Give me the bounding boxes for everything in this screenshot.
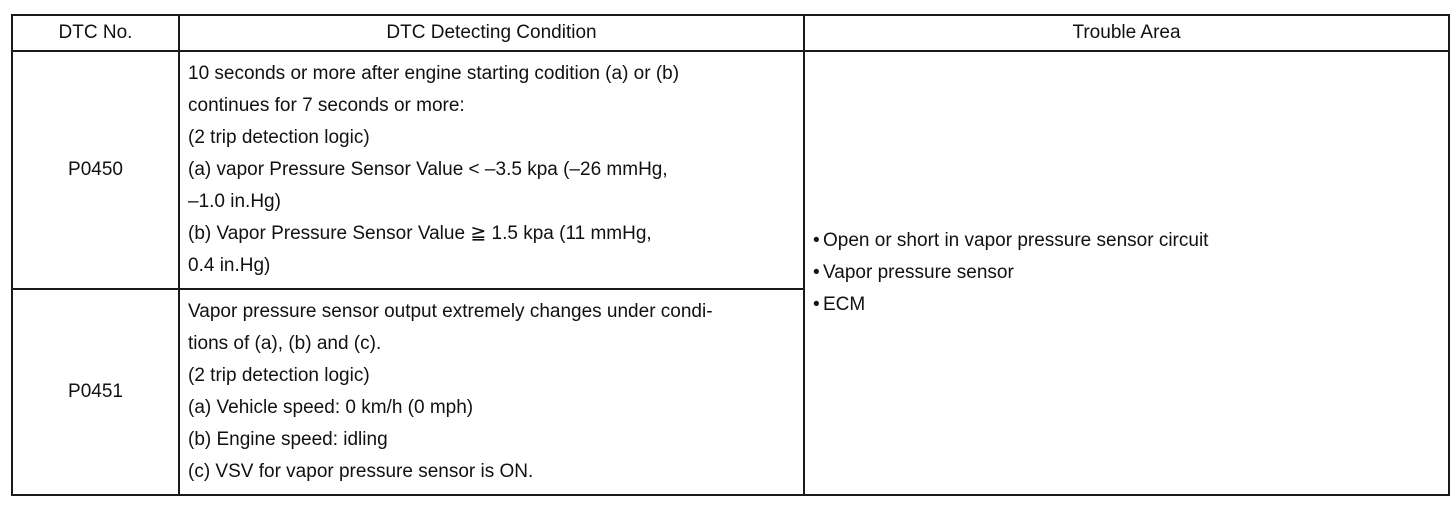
condition-cell	[179, 289, 804, 495]
dtc-code-cell: P0451	[12, 289, 179, 495]
condition-line: Vapor pressure sensor output extremely changes under condi-	[188, 301, 713, 322]
header-dtc-no: DTC No.	[12, 15, 179, 51]
condition-line: (2 trip detection logic)	[188, 127, 370, 148]
header-trouble-area: Trouble Area	[804, 15, 1449, 51]
bullet-icon: •	[813, 262, 820, 283]
condition-line: 10 seconds or more after engine starting codition (a) or (b)	[188, 63, 680, 84]
trouble-area-item-label: Open or short in vapor pressure sensor circuit	[823, 230, 1209, 251]
condition-line: tions of (a), (b) and (c).	[188, 333, 382, 354]
condition-line: (b) Engine speed: idling	[188, 429, 388, 450]
trouble-area-item	[813, 257, 1448, 289]
bullet-icon: •	[813, 294, 820, 315]
condition-line: (b) Vapor Pressure Sensor Value ≧ 1.5 kpa (11 mmHg,	[188, 223, 652, 244]
trouble-area-item-label: Vapor pressure sensor	[823, 262, 1014, 283]
table-row	[12, 51, 1449, 289]
condition-line: (a) vapor Pressure Sensor Value < –3.5 kpa (–26 mmHg,	[188, 159, 668, 180]
condition-cell	[179, 51, 804, 289]
condition-line: (c) VSV for vapor pressure sensor is ON.	[188, 461, 534, 482]
dtc-code-cell: P0450	[12, 51, 179, 289]
bullet-icon: •	[813, 230, 820, 251]
trouble-area-item-label: ECM	[823, 294, 866, 315]
trouble-area-item	[813, 225, 1448, 257]
header-detecting-condition: DTC Detecting Condition	[179, 15, 804, 51]
trouble-area-cell	[804, 51, 1449, 495]
condition-line: continues for 7 seconds or more:	[188, 95, 465, 116]
dtc-table	[11, 14, 1450, 496]
header-row	[12, 15, 1449, 51]
condition-line: –1.0 in.Hg)	[188, 191, 281, 212]
condition-line: (2 trip detection logic)	[188, 365, 370, 386]
condition-line: 0.4 in.Hg)	[188, 255, 271, 276]
condition-line: (a) Vehicle speed: 0 km/h (0 mph)	[188, 397, 474, 418]
trouble-area-item	[813, 289, 1448, 321]
